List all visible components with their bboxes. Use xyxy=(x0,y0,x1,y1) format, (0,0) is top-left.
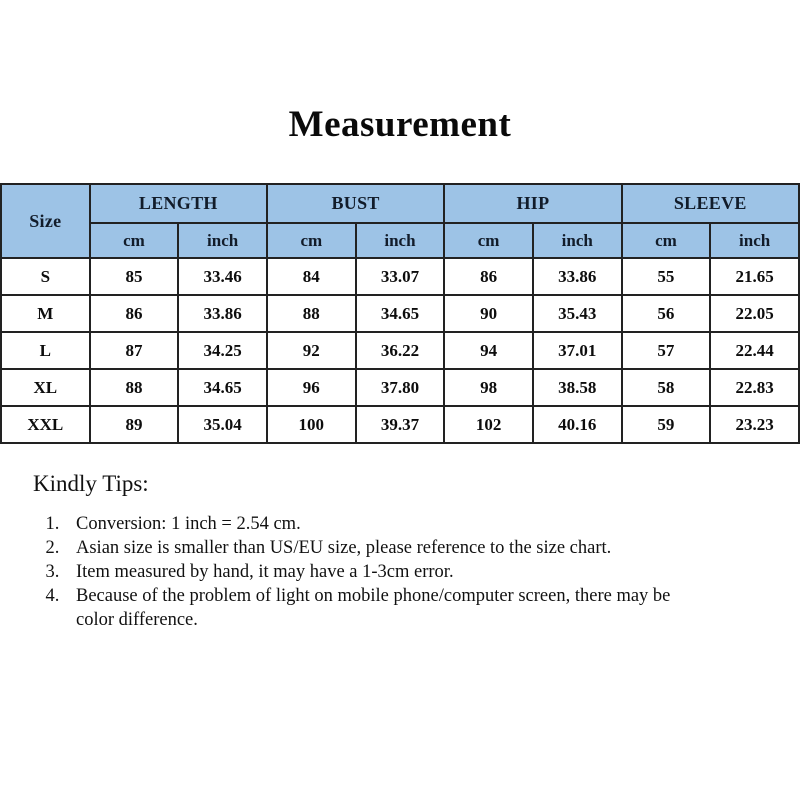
tip-item: 4. Because of the problem of light on mobile phone/computer screen, there may be color difference. xyxy=(64,584,694,632)
value-cell: 33.46 xyxy=(178,258,267,295)
tips-list xyxy=(33,512,694,632)
value-cell: 37.01 xyxy=(533,332,622,369)
group-header-row xyxy=(1,184,799,223)
value-cell: 100 xyxy=(267,406,356,443)
unit-header-cm: cm xyxy=(622,223,711,258)
value-cell: 58 xyxy=(622,369,711,406)
size-cell: XL xyxy=(1,369,90,406)
value-cell: 87 xyxy=(90,332,179,369)
value-cell: 34.25 xyxy=(178,332,267,369)
size-cell: M xyxy=(1,295,90,332)
unit-header-inch: inch xyxy=(533,223,622,258)
unit-header-inch: inch xyxy=(710,223,799,258)
size-cell: S xyxy=(1,258,90,295)
value-cell: 55 xyxy=(622,258,711,295)
unit-header-cm: cm xyxy=(90,223,179,258)
value-cell: 35.43 xyxy=(533,295,622,332)
size-row xyxy=(1,406,799,443)
value-cell: 35.04 xyxy=(178,406,267,443)
value-cell: 59 xyxy=(622,406,711,443)
value-cell: 39.37 xyxy=(356,406,445,443)
value-cell: 22.83 xyxy=(710,369,799,406)
tip-item: 1. Conversion: 1 inch = 2.54 cm. xyxy=(64,512,694,536)
size-row xyxy=(1,369,799,406)
kindly-tips-section xyxy=(33,471,763,632)
unit-header-inch: inch xyxy=(356,223,445,258)
value-cell: 96 xyxy=(267,369,356,406)
size-chart-header xyxy=(1,184,799,258)
tip-item: 2. Asian size is smaller than US/EU size, please reference to the size chart. xyxy=(64,536,694,560)
value-cell: 34.65 xyxy=(178,369,267,406)
value-cell: 89 xyxy=(90,406,179,443)
size-cell: L xyxy=(1,332,90,369)
value-cell: 92 xyxy=(267,332,356,369)
size-row xyxy=(1,258,799,295)
value-cell: 21.65 xyxy=(710,258,799,295)
value-cell: 22.44 xyxy=(710,332,799,369)
group-header-hip: HIP xyxy=(444,184,621,223)
value-cell: 88 xyxy=(90,369,179,406)
value-cell: 88 xyxy=(267,295,356,332)
value-cell: 84 xyxy=(267,258,356,295)
value-cell: 34.65 xyxy=(356,295,445,332)
value-cell: 40.16 xyxy=(533,406,622,443)
size-row xyxy=(1,295,799,332)
value-cell: 86 xyxy=(90,295,179,332)
group-header-bust: BUST xyxy=(267,184,444,223)
value-cell: 57 xyxy=(622,332,711,369)
value-cell: 102 xyxy=(444,406,533,443)
size-cell: XXL xyxy=(1,406,90,443)
size-row xyxy=(1,332,799,369)
value-cell: 98 xyxy=(444,369,533,406)
value-cell: 33.86 xyxy=(178,295,267,332)
value-cell: 90 xyxy=(444,295,533,332)
unit-header-cm: cm xyxy=(267,223,356,258)
value-cell: 56 xyxy=(622,295,711,332)
unit-header-cm: cm xyxy=(444,223,533,258)
size-column-header: Size xyxy=(1,184,90,258)
value-cell: 37.80 xyxy=(356,369,445,406)
unit-header-inch: inch xyxy=(178,223,267,258)
value-cell: 38.58 xyxy=(533,369,622,406)
value-cell: 33.86 xyxy=(533,258,622,295)
value-cell: 22.05 xyxy=(710,295,799,332)
unit-header-row xyxy=(1,223,799,258)
value-cell: 23.23 xyxy=(710,406,799,443)
size-chart-table xyxy=(0,183,800,444)
value-cell: 86 xyxy=(444,258,533,295)
value-cell: 33.07 xyxy=(356,258,445,295)
tip-item: 3. Item measured by hand, it may have a 1-3cm error. xyxy=(64,560,694,584)
value-cell: 94 xyxy=(444,332,533,369)
value-cell: 85 xyxy=(90,258,179,295)
group-header-length: LENGTH xyxy=(90,184,267,223)
tips-heading: Kindly Tips: xyxy=(33,471,149,496)
group-header-sleeve: SLEEVE xyxy=(622,184,799,223)
page-title: Measurement xyxy=(288,104,512,145)
value-cell: 36.22 xyxy=(356,332,445,369)
size-chart-body xyxy=(1,258,799,443)
